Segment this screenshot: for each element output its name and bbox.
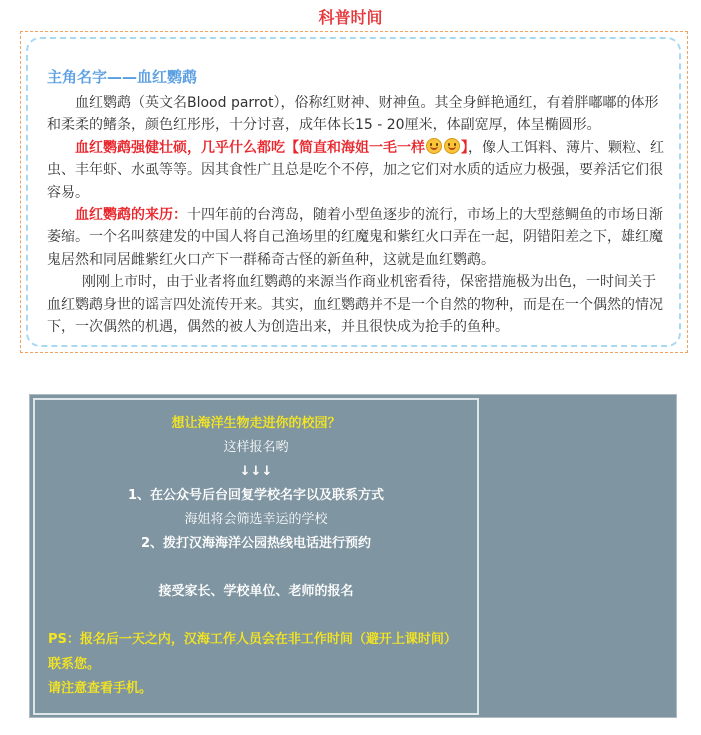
section-title: 科普时间: [318, 8, 383, 27]
article-content: [47, 66, 665, 338]
article-heading: 主角名字——血红鹦鹉: [47, 68, 198, 86]
signup-question: 想让海洋生物走进你的校园？: [171, 416, 341, 431]
blank-line: [48, 556, 464, 580]
smiley-icon: [444, 138, 460, 154]
signup-step-1-note: 海姐将会筛选幸运的学校: [184, 512, 328, 527]
paragraph-2-highlight-end: 】: [461, 139, 468, 156]
signup-step-2: 2、拨打汉海海洋公园热线电话进行预约: [140, 536, 372, 551]
signup-ps-note: PS：报名后一天之内，汉海工作人员会在非工作时间（避开上课时间）联系您。: [48, 632, 457, 672]
smiley-icon: [426, 138, 442, 154]
down-arrows: ↓↓↓: [239, 464, 273, 479]
signup-intro: 这样报名哟: [223, 440, 289, 455]
paragraph-3-text: 十四年前的台湾岛，随着小型鱼逐步的流行，市场上的大型慈鲷鱼的市场日渐萎缩。一个名叫蔡建发的中国人将自己渔场里的红魔鬼和紫红火口弄在一起，阴错阳差之下，雄红魔鬼居然和同居雌紫红火口产下一群稀奇古怪的新鱼种，这就是血红鹦鹉。: [47, 207, 663, 268]
article-paragraph-2: [47, 137, 665, 204]
signup-reminder: 请注意查看手机。: [48, 681, 153, 696]
signup-accepts: 接受家长、学校单位、老师的报名: [158, 584, 354, 599]
article-card-outer-border: [20, 31, 688, 353]
article-paragraph-1: 血红鹦鹉（英文名Blood parrot），俗称红财神、财神鱼。其全身鲜艳通红，有着胖嘟嘟的体形和柔柔的鳍条，颜色红彤彤，十分讨喜，成年体长15 - 20厘米，体副宽厚，体呈椭圆形。: [47, 95, 659, 134]
signup-step-1: 1、在公众号后台回复学校名字以及联系方式: [127, 488, 385, 503]
paragraph-2-text: ，像人工饵料、薄片、颗粒、红虫、丰年虾、水虱等等。因其食性广且总是吃个不停，加之它们对水质的适应力极强，要养活它们很容易。: [47, 139, 664, 201]
article-paragraph-3: [47, 204, 665, 271]
signup-panel: [29, 394, 677, 718]
article-paragraph-4: 刚刚上市时，由于业者将血红鹦鹉的来源当作商业机密看待，保密措施极为出色，一时间关于血红鹦鹉身世的谣言四处流传开来。其实，血红鹦鹉并不是一个自然的物种，而是在一个偶然的情况下，一次偶然的机遇，偶然的被人为创造出来，并且很快成为抢手的鱼种。: [47, 274, 663, 336]
paragraph-3-highlight: 血红鹦鹉的来历：: [75, 207, 187, 224]
article-card: [26, 37, 681, 347]
blank-line: [48, 604, 464, 628]
paragraph-2-highlight: 血红鹦鹉强健壮硕，几乎什么都吃【简直和海姐一毛一样: [75, 139, 425, 156]
signup-content-frame: [33, 398, 479, 715]
